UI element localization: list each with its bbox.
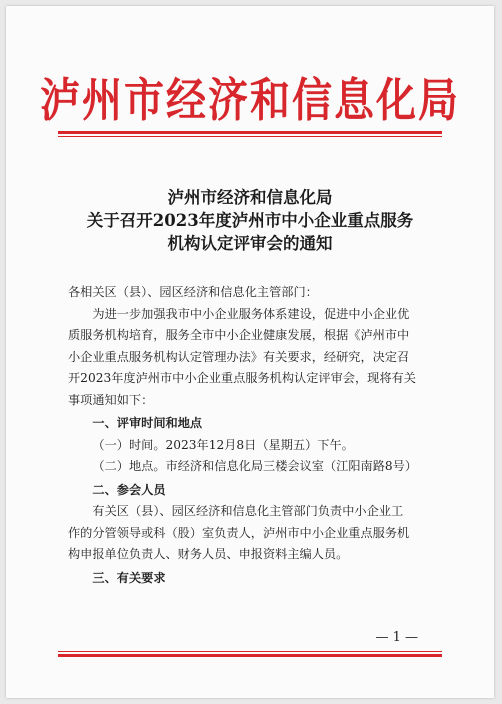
section-heading-3: 三、有关要求 [92,570,166,585]
title-line-1: 泸州市经济和信息化局 [167,188,333,207]
title-line-2: 关于召开2023年度泸州市中小企业重点服务 [86,211,414,230]
meeting-time: （一）时间。2023年12月8日（星期五）下午。 [92,437,354,452]
section-heading-1: 一、评审时间和地点 [92,416,203,430]
document-page [6,6,494,698]
masthead-rule-thick [58,131,442,134]
notice-title [6,186,494,255]
meeting-place: （二）地点。市经济和信息化局三楼会议室（江阳南路8号） [92,459,418,473]
intro-line: 开2023年度泸州市中小企业重点服务机构认定评审会，现将有关 [68,371,416,385]
intro-line: 小企业重点服务机构认定管理办法》有关要求，经研究，决定召 [68,349,410,364]
footer-rule-thick [58,654,442,657]
attendees-line: 有关区（县）、园区经济和信息化主管部门负责中小企业工 [92,504,404,518]
title-line-3: 机构认定评审会的通知 [167,234,333,253]
footer-rule-thin [58,651,442,652]
intro-line: 事项通知如下： [68,392,154,407]
intro-line: 为进一步加强我市中小企业服务体系建设，促进中小企业优 [92,306,410,321]
masthead-title: 泸州市经济和信息化局 [40,74,460,128]
salutation: 各相关区（县）、园区经济和信息化主管部门： [68,285,318,299]
masthead-rule-thin [58,136,442,137]
notice-body [68,282,446,589]
section-heading-2: 二、参会人员 [92,482,166,497]
attendees-line: 作的分管领导或科（股）室负责人，泸州市中小企业重点服务机 [68,525,410,540]
page-number: — 1 — [375,630,418,645]
attendees-line: 构申报单位负责人、财务人员、申报资料主编人员。 [68,547,349,561]
intro-line: 质服务机构培育，服务全市中小企业健康发展，根据《泸州市中 [68,328,410,342]
